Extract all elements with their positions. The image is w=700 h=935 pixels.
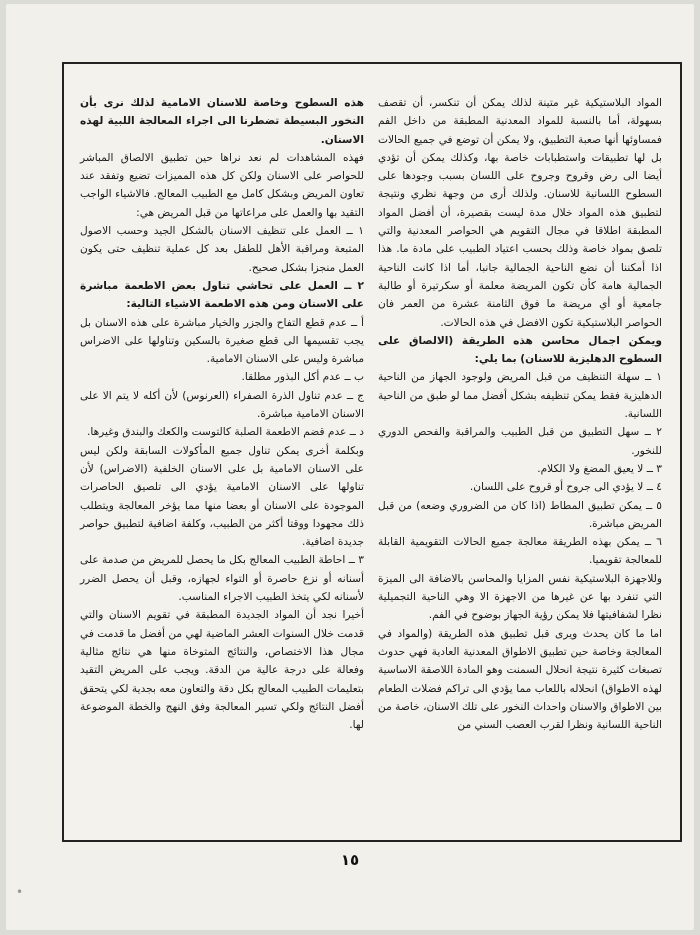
right-column xyxy=(378,94,662,734)
list-item: ٥ ــ يمكن تطبيق المطاط (اذا كان من الضروري وضعه) من قبل المريض مباشرة. xyxy=(378,499,662,530)
corner-mark: • xyxy=(16,885,24,899)
list-item: ٦ ــ يمكن بهذه الطريقة معالجة جميع الحالات التقويمية القابلة للمعالجة تقويميا. xyxy=(378,536,662,567)
list-item: د ــ عدم قضم الاطعمة الصلبة كالتوست والكعك والبندق وغيرها. xyxy=(86,426,364,439)
paragraph: هذه السطوح وخاصة للاسنان الامامية لذلك نرى بأن النخور البسيطة تضطرنا الى اجراء المعالجة اللبية لهذه الاسنان. xyxy=(80,97,364,146)
list-item: ١ ــ العمل على تنظيف الاسنان بالشكل الجيد وحسب الاصول المتبعة ومراقبة الأهل للطفل بعد كل عملية تنظيف حتى يكون العمل منجزا بشكل صحيح. xyxy=(80,225,364,274)
left-column xyxy=(80,94,364,734)
page-sheet xyxy=(6,4,694,930)
paragraph: اما ما كان يحدث ويرى قبل تطبيق هذه الطريقة (والمواد في المعالجة وخاصة حين تطبيق الاطواق المعدنية العادية فهي حدوث تصبغات كثيرة نتيجة انحلال السمنت وهو المادة اللاصقة الاساسية لهذه الاطواق) انحلاله باللعاب مما يؤدي الى تراكم فضلات الطعام بين الاطواق والاسنان واحداث النخور على تلك الاسنان، خاصة من الناحية اللسانية ونظرا لقرب العصب السني من xyxy=(378,627,662,732)
page-number: ١٥ xyxy=(340,851,360,869)
list-item: ج ــ عدم تناول الذرة الصفراء (العرنوس) لأن أكله لا يتم الا على الاسنان الامامية مباشرة. xyxy=(80,389,364,421)
paragraph: أخيرا نجد أن المواد الجديدة المطبقة في تقويم الاسنان والتي قدمت خلال السنوات العشر الماضية لهي من أفضل ما قدمت في مجال هذا الاختصاص، والنتائج المتوخاة منها هي نتائج مثالية وفعالة على درجة عالية من الدقة. ويجب على المريض التقيد بتعليمات الطبيب المعالج بكل دقة والتعاون معه بجدية لكي يتحقق أفضل النتائج ولكي تسير المعالجة وفق النهج والخطة الموضوعة لها. xyxy=(80,609,364,732)
list-item: أ ــ عدم قطع التفاح والجزر والخيار مباشرة على هذه الاسنان بل يجب تقسيمها الى قطع صغيرة بالسكين وتناولها على الاضراس مباشرة وليس على الاسنان الامامية. xyxy=(80,316,364,366)
list-item: ٢ ــ العمل على تحاشي تناول بعض الاطعمة مباشرة على الاسنان ومن هذه الاطعمة الاشياء التالية: xyxy=(80,279,364,311)
paragraph: فهذه المشاهدات لم نعد نراها حين تطبيق الالصاق المباشر للحواصر على الاسنان ولكن كل هذه المميزات تضيع وتفقد عند تعاون المريض وبشكل كامل مع الطبيب المعالج. فالاشياء الواجب التقيد بها والعمل على مراعاتها من قبل المريض هي: xyxy=(80,151,364,219)
list-item: ٤ ــ لا يؤدي الى جروح أو قروح على اللسان. xyxy=(469,481,662,494)
paragraph: ويمكن اجمال محاسن هذه الطريقة (الالصاق على السطوح الدهليزية للاسنان) بما يلي: xyxy=(378,334,662,366)
list-item: ٢ ــ سهل التطبيق من قبل الطبيب والمراقبة والفحص الدوري للنخور. xyxy=(378,426,662,457)
text-frame xyxy=(62,62,682,842)
paragraph: وللاجهزة البلاستيكية نفس المزايا والمحاسن بالاضافة الى الميزة التي تنفرد بها عن غيرها من الاجهزة الا وهي الناحية التجميلية نظرا لشفافيتها فلا يمكن رؤية الجهاز بوضوح في الفم. xyxy=(378,572,662,622)
list-item: ٣ ــ احاطة الطبيب المعالج بكل ما يحصل للمريض من صدمة على أسنانه أو نزع حاصرة أو التواء لجهازه، وقبل أن يحصل الضرر لأسنانه لكي يتخذ الطبيب الاجراء المناسب. xyxy=(80,554,364,604)
paragraph: وبكلمة أخرى يمكن تناول جميع المأكولات السابقة ولكن ليس على الاسنان الامامية بل على الاسنان الخلفية (الاضراس) لأن تناولها على الاسنان الامامية يؤدي الى تلصيق الحاصرات الموجودة على الاسنان أو بعضا منها مما يؤخر المعالجة ويتطلب ذلك مجهودا ووقتا أكثر من الطبيب، وكلفة اضافية لتطبيق حواصر جديدة اضافية. xyxy=(80,444,364,549)
paragraph: المواد البلاستيكية غير متينة لذلك يمكن أن تنكسر، أن تقصف بسهولة، أما بالنسبة للمواد المعدنية المطبقة من داخل الفم فمساوئها أنها صعبة التطبيق، ولا يمكن أن توضع في جميع الحالات بل لها تطبيقات واستطبابات خاصة بها، وكذلك يمكن أن تؤدي أيضا الى رض وقروح وجروح على اللسان بسبب وجودها على السطوح اللسانية للاسنان. ولذلك أرى من وجهة نظري ونتيجة لتطبيق هذه المواد خلال مدة ليست بقصيرة، أن أفضل المواد المطبقة اطلاقا في مجال التقويم هي الحواصر المعدنية والتي تلصق بمواد خاصة وذلك بحسب اعتياد الطبيب على مادة ما. هذا اذا أمكننا أن نضع الناحية الجمالية جانبا، أما اذا كانت الناحية الجمالية هامة كأن تكون المريضة معلمة أو سكرتيرة أو طالبة جامعية أو أي مريضة ما فوق الثامنة عشرة من العمر فان الحواصر البلاستيكية تكون الافضل في هذه الحالات. xyxy=(378,97,662,329)
list-item: ب ــ عدم أكل البذور مطلقا. xyxy=(241,371,364,384)
list-item: ٣ ــ لا يعيق المضغ ولا الكلام. xyxy=(537,462,662,475)
list-item: ١ ــ سهلة التنظيف من قبل المريض ولوجود الجهاز من الناحية الدهليزية فقط يمكن تنظيفه بشكل أفضل مما لو طبق من الناحية اللسانية. xyxy=(378,371,662,421)
